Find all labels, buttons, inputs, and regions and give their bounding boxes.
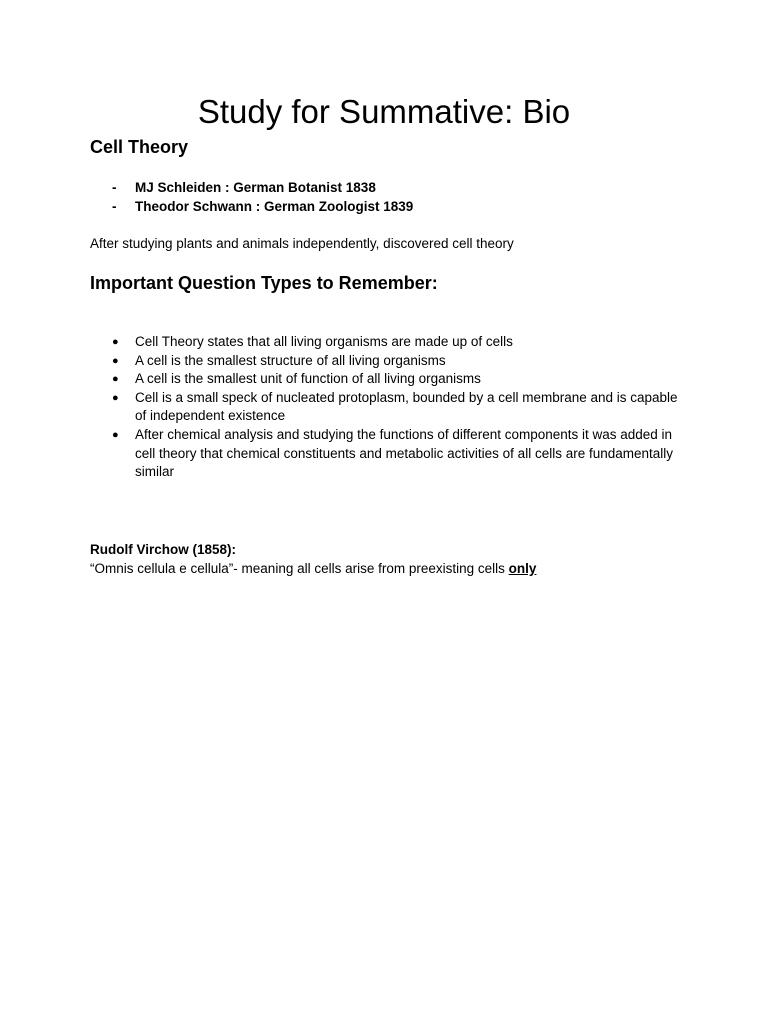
virchow-emphasis: only [508, 561, 537, 576]
virchow-heading: Rudolf Virchow (1858): [90, 542, 237, 557]
scientist-text: Theodor Schwann : German Zoologist 1839 [135, 199, 414, 214]
cell-theory-summary: After studying plants and animals independently, discovered cell theory [90, 236, 514, 251]
virchow-quote-text: “Omnis cellula e cellula”- meaning all cells arise from preexisting cells [90, 561, 509, 576]
bullet-icon: ● [112, 391, 119, 404]
scientist-text: MJ Schleiden : German Botanist 1838 [135, 180, 376, 195]
dash-marker: - [112, 199, 117, 214]
bullet-icon: ● [112, 354, 119, 367]
list-item [90, 426, 680, 482]
list-item-text: A cell is the smallest structure of all living organisms [135, 352, 446, 368]
bullet-icon: ● [112, 428, 119, 441]
question-types-list [90, 333, 680, 482]
list-item-text: Cell is a small speck of nucleated protoplasm, bounded by a cell membrane and is capable of independent existence [135, 389, 678, 424]
document-title: Study for Summative: Bio [197, 93, 571, 130]
list-item [90, 333, 680, 352]
list-item-text: A cell is the smallest unit of function of all living organisms [135, 371, 481, 387]
bullet-icon: ● [112, 373, 119, 386]
scientist-item [90, 197, 413, 216]
question-types-heading: Important Question Types to Remember: [90, 273, 438, 293]
list-item [90, 389, 680, 426]
list-item-text: Cell Theory states that all living organisms are made up of cells [135, 334, 513, 349]
scientist-item [90, 178, 413, 197]
virchow-quote [90, 559, 536, 578]
dash-marker: - [112, 180, 117, 195]
scientist-list [90, 178, 413, 216]
list-item [90, 370, 680, 389]
list-item [90, 352, 680, 371]
list-item-text: After chemical analysis and studying the functions of different components it was added in cell theory that chemical constituents and metabolic activities of all cells are fundamentally similar [135, 426, 674, 480]
bullet-icon: ● [112, 336, 119, 348]
cell-theory-heading: Cell Theory [90, 137, 189, 157]
